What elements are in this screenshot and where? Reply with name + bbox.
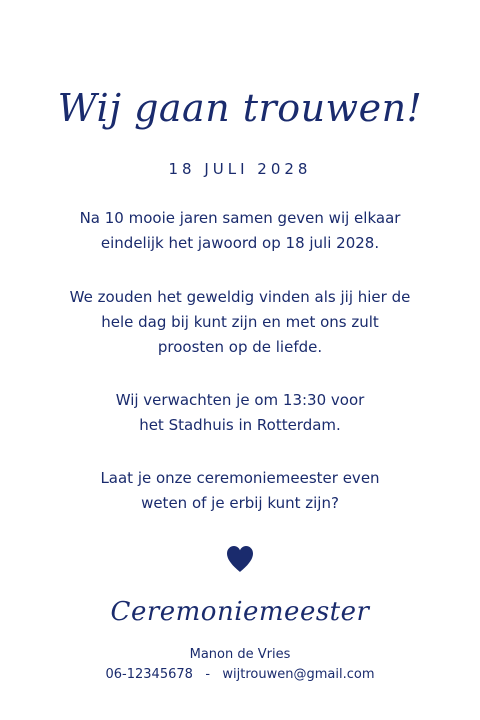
card-title: Wij gaan trouwen!	[57, 86, 423, 130]
location-paragraph	[60, 388, 420, 438]
contact-role: Ceremoniemeester	[110, 597, 370, 627]
rsvp-line-1: Laat je onze ceremoniemeester even	[100, 469, 380, 487]
heart-icon	[224, 543, 256, 575]
contact-details	[0, 666, 480, 684]
intro-line-1: Na 10 mooie jaren samen geven wij elkaar	[79, 209, 401, 227]
contact-email[interactable]: wijtrouwen@gmail.com	[222, 667, 375, 682]
contact-separator: -	[205, 667, 211, 682]
intro-paragraph	[60, 206, 420, 256]
contact-name: Manon de Vries	[189, 647, 291, 662]
invitation-paragraph	[60, 285, 420, 360]
intro-line-2: eindelijk het jawoord op 18 juli 2028.	[100, 234, 380, 252]
invitation-line-1: We zouden het geweldig vinden als jij hier de	[69, 288, 411, 306]
invitation-line-2: hele dag bij kunt zijn en met ons zult	[101, 313, 379, 331]
contact-phone[interactable]: 06-12345678	[105, 667, 193, 682]
rsvp-line-2: weten of je erbij kunt zijn?	[141, 494, 339, 512]
rsvp-paragraph	[60, 466, 420, 516]
wedding-date: 18 JULI 2028	[168, 160, 312, 178]
location-line-2: het Stadhuis in Rotterdam.	[139, 416, 341, 434]
invitation-line-3: proosten op de liefde.	[157, 338, 323, 356]
location-line-1: Wij verwachten je om 13:30 voor	[115, 391, 365, 409]
